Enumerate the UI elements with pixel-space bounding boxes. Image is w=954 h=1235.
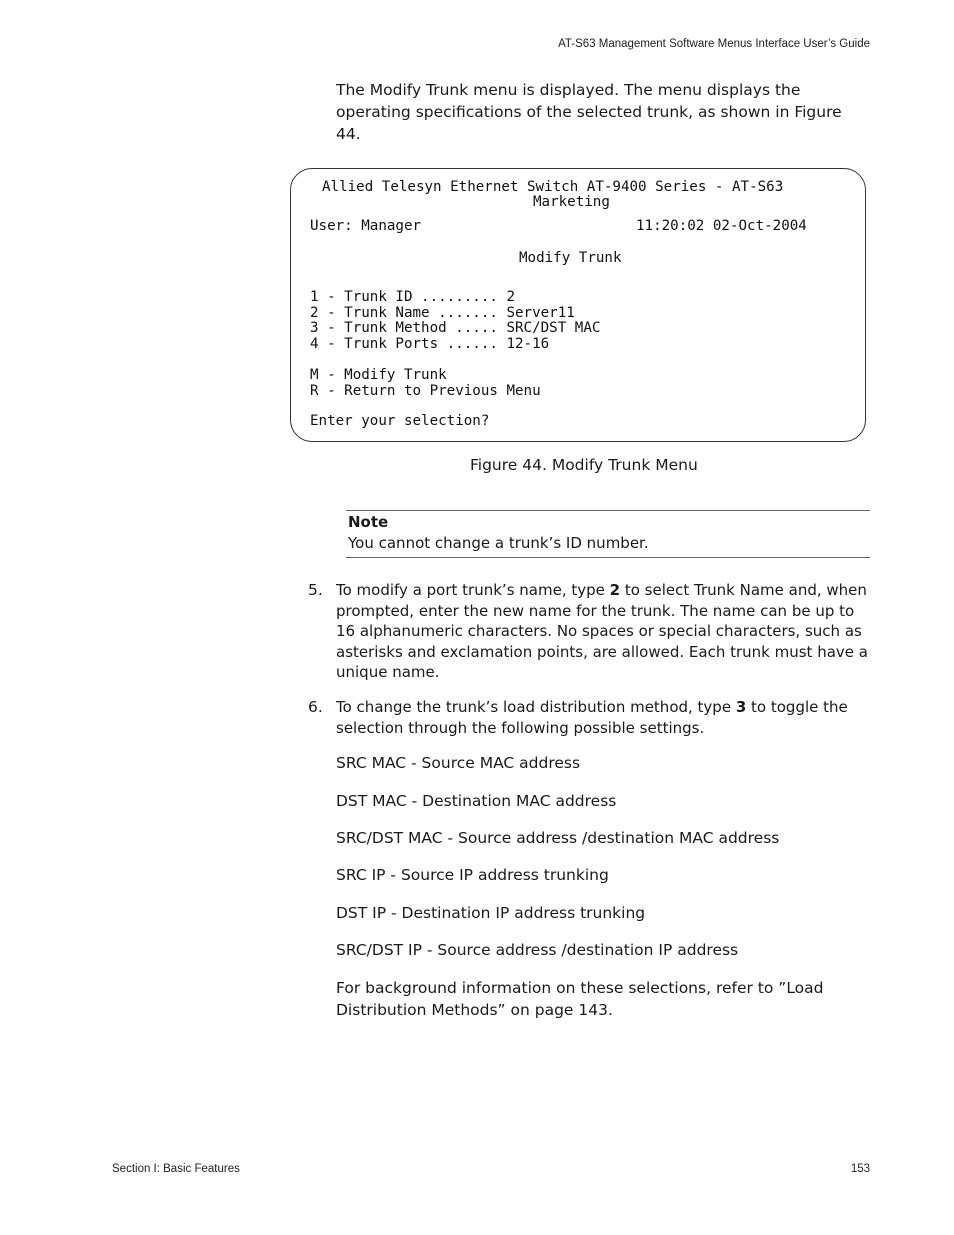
note-box xyxy=(346,510,870,558)
terminal-user: User: Manager xyxy=(310,218,422,234)
setting-item: SRC IP - Source IP address trunking xyxy=(336,866,609,884)
background-reference: For background information on these selections, refer to ”Load Distribution Methods” on page 143. xyxy=(336,979,824,1019)
terminal-menu-item: 2 - Trunk Name ....... Server11 xyxy=(310,304,575,321)
terminal-menu-item: 4 - Trunk Ports ...... 12-16 xyxy=(310,335,550,352)
step-text: To change the trunk’s load distribution method, type 3 to toggle the selection through the following possible settings. xyxy=(336,698,848,737)
setting-item: SRC/DST IP - Source address /destination IP address xyxy=(336,941,739,959)
terminal-menu-title: Modify Trunk xyxy=(519,250,622,266)
setting-item: DST MAC - Destination MAC address xyxy=(336,792,617,810)
setting-item: DST IP - Destination IP address trunking xyxy=(336,904,646,922)
terminal-menu-item: 1 - Trunk ID ......... 2 xyxy=(310,289,515,305)
step-number: 5. xyxy=(308,581,323,599)
intro-paragraph: The Modify Trunk menu is displayed. The menu displays the operating specifications of the selected trunk, as shown in Figure 44. xyxy=(336,81,842,143)
terminal-prompt: Enter your selection? xyxy=(310,413,490,429)
step-number: 6. xyxy=(308,698,323,716)
note-title: Note xyxy=(348,513,389,531)
terminal-screen-figure xyxy=(290,168,866,442)
running-header: AT-S63 Management Software Menus Interface User’s Guide xyxy=(558,38,870,50)
page-number: 153 xyxy=(850,1163,870,1175)
figure-caption: Figure 44. Modify Trunk Menu xyxy=(470,456,698,474)
terminal-menu-item: 3 - Trunk Method ..... SRC/DST MAC xyxy=(310,320,601,336)
terminal-banner-line: Allied Telesyn Ethernet Switch AT-9400 Series - AT-S63 xyxy=(322,179,784,195)
terminal-action-item: M - Modify Trunk xyxy=(310,367,447,383)
setting-item: SRC/DST MAC - Source address /destination MAC address xyxy=(336,829,780,847)
note-text: You cannot change a trunk’s ID number. xyxy=(348,534,649,552)
step-key: 3 xyxy=(735,698,747,716)
terminal-action-item: R - Return to Previous Menu xyxy=(310,382,541,399)
footer-section: Section I: Basic Features xyxy=(112,1163,240,1175)
setting-item: SRC MAC - Source MAC address xyxy=(336,754,581,772)
step-text: To modify a port trunk’s name, type 2 to select Trunk Name and, when prompted, enter the new name for the trunk. The name can be up to 16 alphanumeric characters. No spaces or special characters, such as asterisks and exclamation points, are allowed. Each trunk must have a unique name. xyxy=(336,581,868,681)
terminal-datetime: 11:20:02 02-Oct-2004 xyxy=(636,218,807,234)
step-key: 2 xyxy=(609,581,621,599)
terminal-device-name: Marketing xyxy=(533,194,610,210)
